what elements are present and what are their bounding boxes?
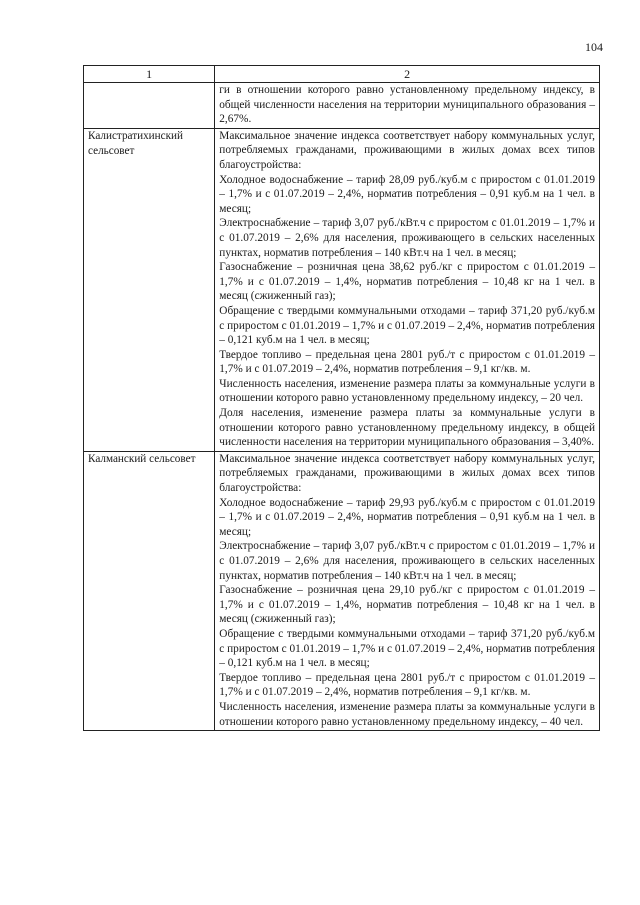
- cold-water-paragraph: Холодное водоснабжение – тариф 28,09 руб./куб.м с приростом с 01.01.2019 – 1,7% и с 01.07.2019 – 2,4%, норматив потребления – 0,91 куб.м на 1 чел. в месяц;: [219, 173, 595, 215]
- index-summary-paragraph: Максимальное значение индекса соответствует набору коммунальных услуг, потребляемых гражданами, проживающими в жилых домах всех типов благоустройства:: [219, 129, 595, 171]
- table-row: [84, 451, 600, 730]
- municipality-name: Калманский сельсовет: [84, 451, 215, 730]
- index-summary-paragraph: Максимальное значение индекса соответствует набору коммунальных услуг, потребляемых гражданами, проживающими в жилых домах всех типов благоустройства:: [219, 452, 595, 495]
- solid-waste-paragraph: Обращение с твердыми коммунальными отходами – тариф 371,20 руб./куб.м с приростом с 01.01.2019 – 1,7% и с 01.07.2019 – 2,4%, норматив потребления – 0,121 куб.м на 1 чел. в месяц;: [219, 304, 595, 347]
- column-header-2: 2: [215, 66, 600, 83]
- gas-paragraph: Газоснабжение – розничная цена 38,62 руб./кг с приростом с 01.01.2019 – 1,7% и с 01.07.2019 – 1,4%, норматив потребления – 10,48 кг на 1 чел. в месяц (сжиженный газ);: [219, 261, 595, 303]
- gas-paragraph: Газоснабжение – розничная цена 29,10 руб./кг с приростом с 01.01.2019 – 1,7% и с 01.07.2019 – 1,4%, норматив потребления – 10,48 кг на 1 чел. в месяц (сжиженный газ);: [219, 584, 595, 626]
- solid-fuel-paragraph: Твердое топливо – предельная цена 2801 руб./т с приростом с 01.01.2019 – 1,7% и с 01.07.2019 – 2,4%, норматив потребления – 9,1 кг/кв. м.: [219, 671, 595, 699]
- population-count-paragraph: Численность населения, изменение размера платы за коммунальные услуги в отношении которого равно установленному предельному индексу, – 20 чел.: [219, 377, 595, 405]
- municipal-index-table: [83, 65, 600, 731]
- continuation-paragraph: ги в отношении которого равно установленному предельному индексу, в общей численности населения на территории муниципального образования – 2,67%.: [219, 84, 595, 126]
- table-header-row: [84, 66, 600, 83]
- population-share-paragraph: Доля населения, изменение размера платы за коммунальные услуги в отношении которого равно установленному предельному индексу, в общей численности населения на территории муниципального образования – 3,40%.: [219, 407, 595, 449]
- table-row: [84, 128, 600, 451]
- page-number: 104: [585, 40, 603, 54]
- description-cell: [215, 128, 600, 451]
- description-cell: [215, 451, 600, 730]
- population-count-paragraph: Численность населения, изменение размера платы за коммунальные услуги в отношении которого равно установленному предельному индексу, – 40 чел.: [219, 700, 595, 728]
- solid-waste-paragraph: Обращение с твердыми коммунальными отходами – тариф 371,20 руб./куб.м с приростом с 01.01.2019 – 1,7% и с 01.07.2019 – 2,4%, норматив потребления – 0,121 куб.м на 1 чел. в месяц;: [219, 627, 595, 670]
- table-row-continuation: [84, 83, 600, 129]
- description-cell: [215, 83, 600, 129]
- municipality-cell-empty: [84, 83, 215, 129]
- cold-water-paragraph: Холодное водоснабжение – тариф 29,93 руб./куб.м с приростом с 01.01.2019 – 1,7% и с 01.07.2019 – 2,4%, норматив потребления – 0,91 куб.м на 1 чел. в месяц;: [219, 496, 595, 538]
- column-header-1: 1: [84, 66, 215, 83]
- solid-fuel-paragraph: Твердое топливо – предельная цена 2801 руб./т с приростом с 01.01.2019 – 1,7% и с 01.07.2019 – 2,4%, норматив потребления – 9,1 кг/кв. м.: [219, 348, 595, 376]
- electricity-paragraph: Электроснабжение – тариф 3,07 руб./кВт.ч с приростом с 01.01.2019 – 1,7% и с 01.07.2019 – 2,6% для населения, проживающего в сельских населенных пунктах, норматив потребления – 140 кВт.ч на 1 чел. в месяц;: [219, 540, 595, 582]
- electricity-paragraph: Электроснабжение – тариф 3,07 руб./кВт.ч с приростом с 01.01.2019 – 1,7% и с 01.07.2019 – 2,6% для населения, проживающего в сельских населенных пунктах, норматив потребления – 140 кВт.ч на 1 чел. в месяц;: [219, 217, 595, 259]
- municipality-name: Калистратихинский сельсовет: [84, 128, 215, 451]
